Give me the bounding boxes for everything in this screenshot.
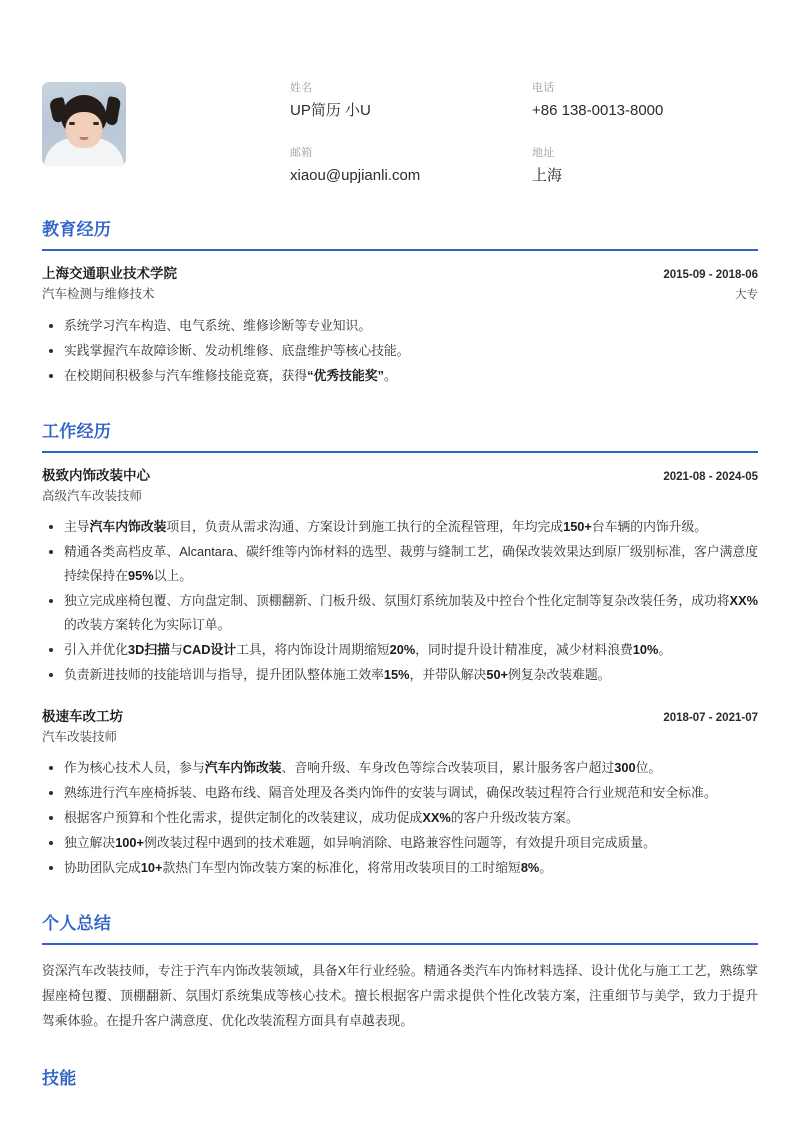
education-entry-subheader [42,285,758,305]
contact-value-address: 上海 [532,167,563,184]
education-entry-header [42,264,758,285]
section-summary [42,912,758,1033]
section-work [42,420,758,880]
work-entry-header [42,707,758,728]
section-title-summary: 个人总结 [42,914,112,933]
list-item: 根据客户预算和个性化需求，提供定制化的改装建议，成功促成XX%的客户升级改装方案。 [42,806,758,830]
work-company: 极致内饰改装中心 [42,468,150,483]
contact-value-phone: +86 138-0013-8000 [532,102,664,119]
list-item: 实践掌握汽车故障诊断、发动机维修、底盘维护等核心技能。 [42,339,758,363]
photo-eye-left [69,122,75,125]
photo-hair [62,95,107,133]
contact-field-email [290,145,532,186]
section-education [42,218,758,388]
list-item: 作为核心技术人员，参与汽车内饰改装、音响升级、车身改色等综合改装项目，累计服务客户超过300位。 [42,756,758,780]
section-divider-summary [42,943,758,945]
contact-label-email: 邮箱 [290,147,313,159]
work-company: 极速车改工坊 [42,709,123,724]
contact-info [126,70,758,186]
contact-label-name: 姓名 [290,82,313,94]
contact-field-phone [532,80,758,121]
profile-photo [42,82,126,166]
work-entry-header [42,466,758,487]
list-item: 系统学习汽车构造、电气系统、维修诊断等专业知识。 [42,314,758,338]
education-school: 上海交通职业技术学院 [42,266,177,281]
contact-field-name [290,80,532,121]
list-item: 精通各类高档皮革、Alcantara、碳纤维等内饰材料的选型、裁剪与缝制工艺，确保改装效果达到原厂级别标准，客户满意度持续保持在95%以上。 [42,540,758,588]
resume-header [42,0,758,190]
list-item: 熟练进行汽车座椅拆装、电路布线、隔音处理及各类内饰件的安装与调试，确保改装过程符合行业规范和安全标准。 [42,781,758,805]
list-item: 引入并优化3D扫描与CAD设计工具，将内饰设计周期缩短20%，同时提升设计精准度，减少材料浪费10%。 [42,638,758,662]
work-bullets [42,515,758,687]
contact-field-address [532,145,758,186]
list-item: 在校期间积极参与汽车维修技能竞赛，获得“优秀技能奖”。 [42,364,758,388]
photo-bang-right [104,96,122,126]
contact-label-address: 地址 [532,147,555,159]
education-date: 2015-09 - 2018-06 [663,269,758,281]
work-date: 2018-07 - 2021-07 [663,712,758,724]
work-role: 高级汽车改装技师 [42,489,143,503]
list-item: 主导汽车内饰改装项目，负责从需求沟通、方案设计到施工执行的全流程管理，年均完成150+台车辆的内饰升级。 [42,515,758,539]
work-bullets [42,756,758,880]
section-divider-work [42,451,758,453]
education-bullets [42,314,758,388]
list-item: 协助团队完成10+款热门车型内饰改装方案的标准化，将常用改装项目的工时缩短8%。 [42,856,758,880]
education-major: 汽车检测与维修技术 [42,287,155,301]
section-title-education: 教育经历 [42,220,112,239]
list-item: 负责新进技师的技能培训与指导，提升团队整体施工效率15%，并带队解决50+例复杂改装难题。 [42,663,758,687]
work-role: 汽车改装技师 [42,730,118,744]
photo-eye-right [93,122,99,125]
list-item: 独立解决100+例改装过程中遇到的技术难题，如异响消除、电路兼容性问题等，有效提升项目完成质量。 [42,831,758,855]
section-skills [42,1067,758,1091]
section-title-work: 工作经历 [42,422,112,441]
summary-text: 资深汽车改装技师，专注于汽车内饰改装领域，具备X年行业经验。精通各类汽车内饰材料选择、设计优化与施工工艺，熟练掌握座椅包覆、顶棚翻新、氛围灯系统集成等核心技术。擅长根据客户需求提供个性化改装方案，注重细节与美学，致力于提升驾乘体验。在提升客户满意度、优化改装流程方面具有卓越表现。 [42,963,758,1028]
work-date: 2021-08 - 2024-05 [663,471,758,483]
avatar [42,82,126,166]
work-entry [42,466,758,687]
section-title-skills: 技能 [42,1069,77,1088]
list-item: 独立完成座椅包覆、方向盘定制、顶棚翻新、门板升级、氛围灯系统加装及中控台个性化定制等复杂改装任务，成功将XX%的改装方案转化为实际订单。 [42,589,758,637]
work-entry [42,707,758,880]
contact-label-phone: 电话 [532,82,555,94]
contact-value-email: xiaou@upjianli.com [290,167,421,184]
education-degree: 大专 [735,289,758,301]
section-divider-education [42,249,758,251]
education-entry [42,264,758,388]
contact-value-name: UP简历 小U [290,102,371,119]
